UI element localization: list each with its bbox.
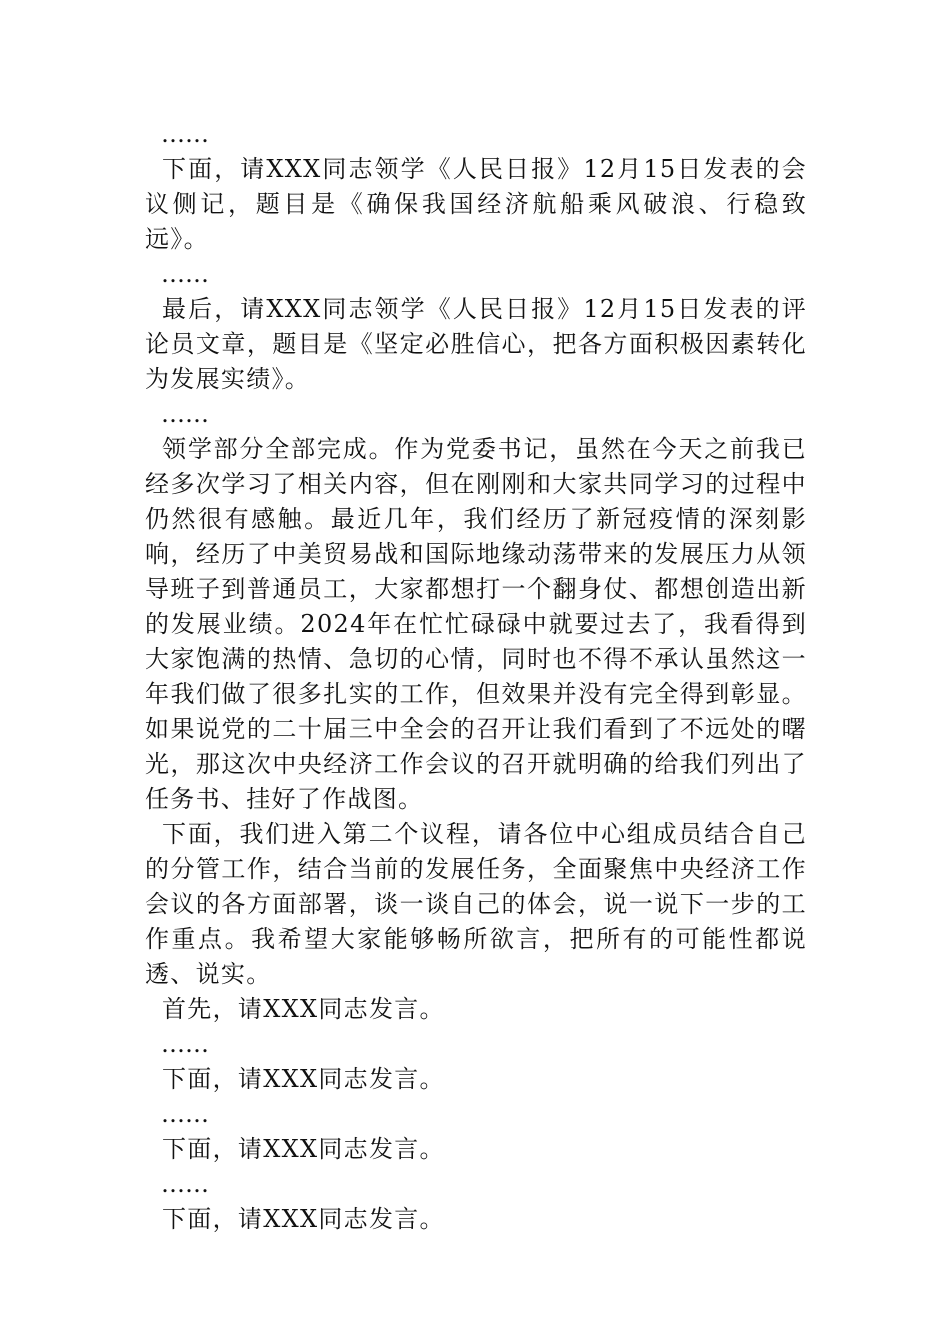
ellipsis-paragraph: …… [161,1170,209,1198]
ellipsis-paragraph: …… [161,400,209,428]
document-body [145,117,807,1237]
ellipsis-paragraph: …… [161,1100,209,1128]
ellipsis-paragraph: …… [161,1030,209,1058]
ellipsis-paragraph: …… [161,260,209,288]
ellipsis-paragraph: …… [161,120,209,148]
paragraph-next-speaker: 下面，请XXX同志发言。 [162,1065,445,1093]
paragraph-next-speaker: 下面，请XXX同志发言。 [162,1135,445,1163]
paragraph-second-agenda: 下面，我们进入第二个议程，请各位中心组成员结合自己的分管工作，结合当前的发展任务，全面聚焦中央经济工作会议的各方面部署，谈一谈自己的体会，说一说下一步的工作重点。我希望大家能够畅所欲言，把所有的可能性都说透、说实。 [145,820,807,988]
paragraph-reading-summary: 领学部分全部完成。作为党委书记，虽然在今天之前我已经多次学习了相关内容，但在刚刚和大家共同学习的过程中仍然很有感触。最近几年，我们经历了新冠疫情的深刻影响，经历了中美贸易战和国际地缘动荡带来的发展压力从领导班子到普通员工，大家都想打一个翻身仗、都想创造出新的发展业绩。2024年在忙忙碌碌中就要过去了，我看得到大家饱满的热情、急切的心情，同时也不得不承认虽然这一年我们做了很多扎实的工作，但效果并没有完全得到彰显。如果说党的二十届三中全会的召开让我们看到了不远处的曙光，那这次中央经济工作会议的召开就明确的给我们列出了任务书、挂好了作战图。 [145,435,807,813]
paragraph-next-reading-1: 下面，请XXX同志领学《人民日报》12月15日发表的会议侧记，题目是《确保我国经济航船乘风破浪、行稳致远》。 [145,155,807,253]
paragraph-first-speaker: 首先，请XXX同志发言。 [162,995,445,1023]
paragraph-final-reading: 最后，请XXX同志领学《人民日报》12月15日发表的评论员文章，题目是《坚定必胜信心，把各方面积极因素转化为发展实绩》。 [145,295,807,393]
paragraph-next-speaker: 下面，请XXX同志发言。 [162,1205,445,1233]
